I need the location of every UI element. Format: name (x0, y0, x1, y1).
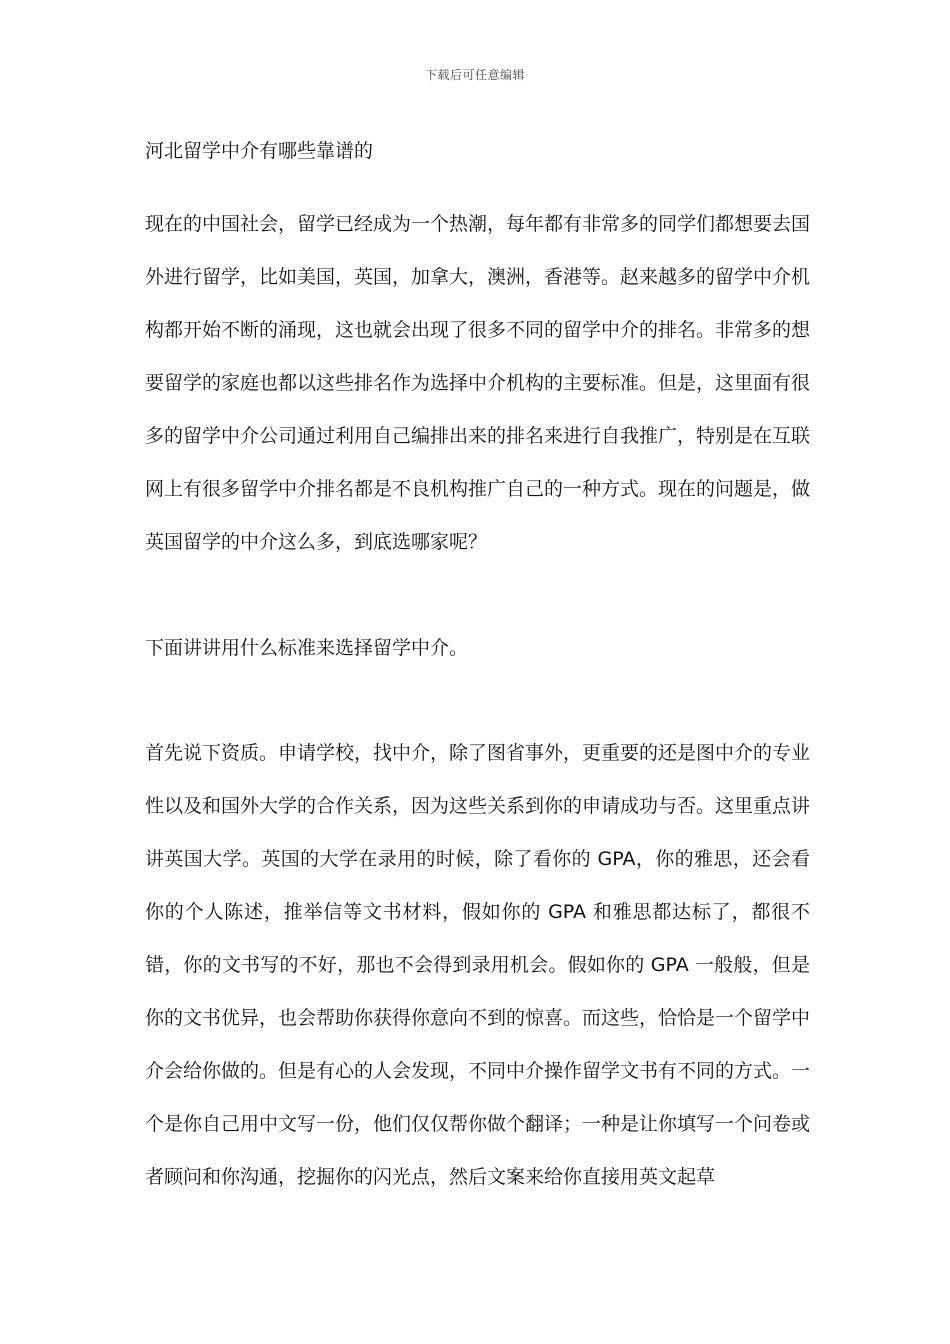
paragraph-criteria: 下面讲讲用什么标准来选择留学中介。 (145, 637, 469, 659)
paragraph-intro: 现在的中国社会，留学已经成为一个热潮，每年都有非常多的同学们都想要去国外进行留学，比如美国，英国，加拿大，澳洲，香港等。赵来越多的留学中介机构都开始不断的涌现，这也就会出现了很多不同的留学中介的排名。非常多的想要留学的家庭也都以这些排名作为选择中介机构的主要标准。但是，这里面有很多的留学中介公司通过利用自己编排出来的排名来进行自我推广，特别是在互联网上有很多留学中介排名都是不良机构推广自己的一种方式。现在的问题是，做英国留学的中介这么多，到底选哪家呢？ (145, 213, 811, 553)
paragraph-qualification: 首先说下资质。申请学校，找中介，除了图省事外，更重要的还是图中介的专业性以及和国外大学的合作关系，因为这些关系到你的申请成功与否。这里重点讲讲英国大学。英国的大学在录用的时候，除了看你的 GPA，你的雅思，还会看你的个人陈述，推举信等文书材料，假如你的 GPA 和雅思都达标了，都很不错，你的文书写的不好，那也不会得到录用机会。假如你的 GPA 一般般，但是你的文书优异，也会帮助你获得你意向不到的惊喜。而这些，恰恰是一个留学中介会给你做的。但是有心的人会发现，不同中介操作留学文书有不同的方式。一个是你自己用中文写一份，他们仅仅帮你做个翻译；一种是让你填写一个问卷或者顾问和你沟通，挖掘你的闪光点，然后文案来给你直接用英文起草 (145, 742, 811, 1188)
document-body (145, 136, 810, 1204)
header-note: 下载后可任意编辑 (424, 68, 525, 82)
document-title: 河北留学中介有哪些靠谱的 (145, 140, 374, 162)
